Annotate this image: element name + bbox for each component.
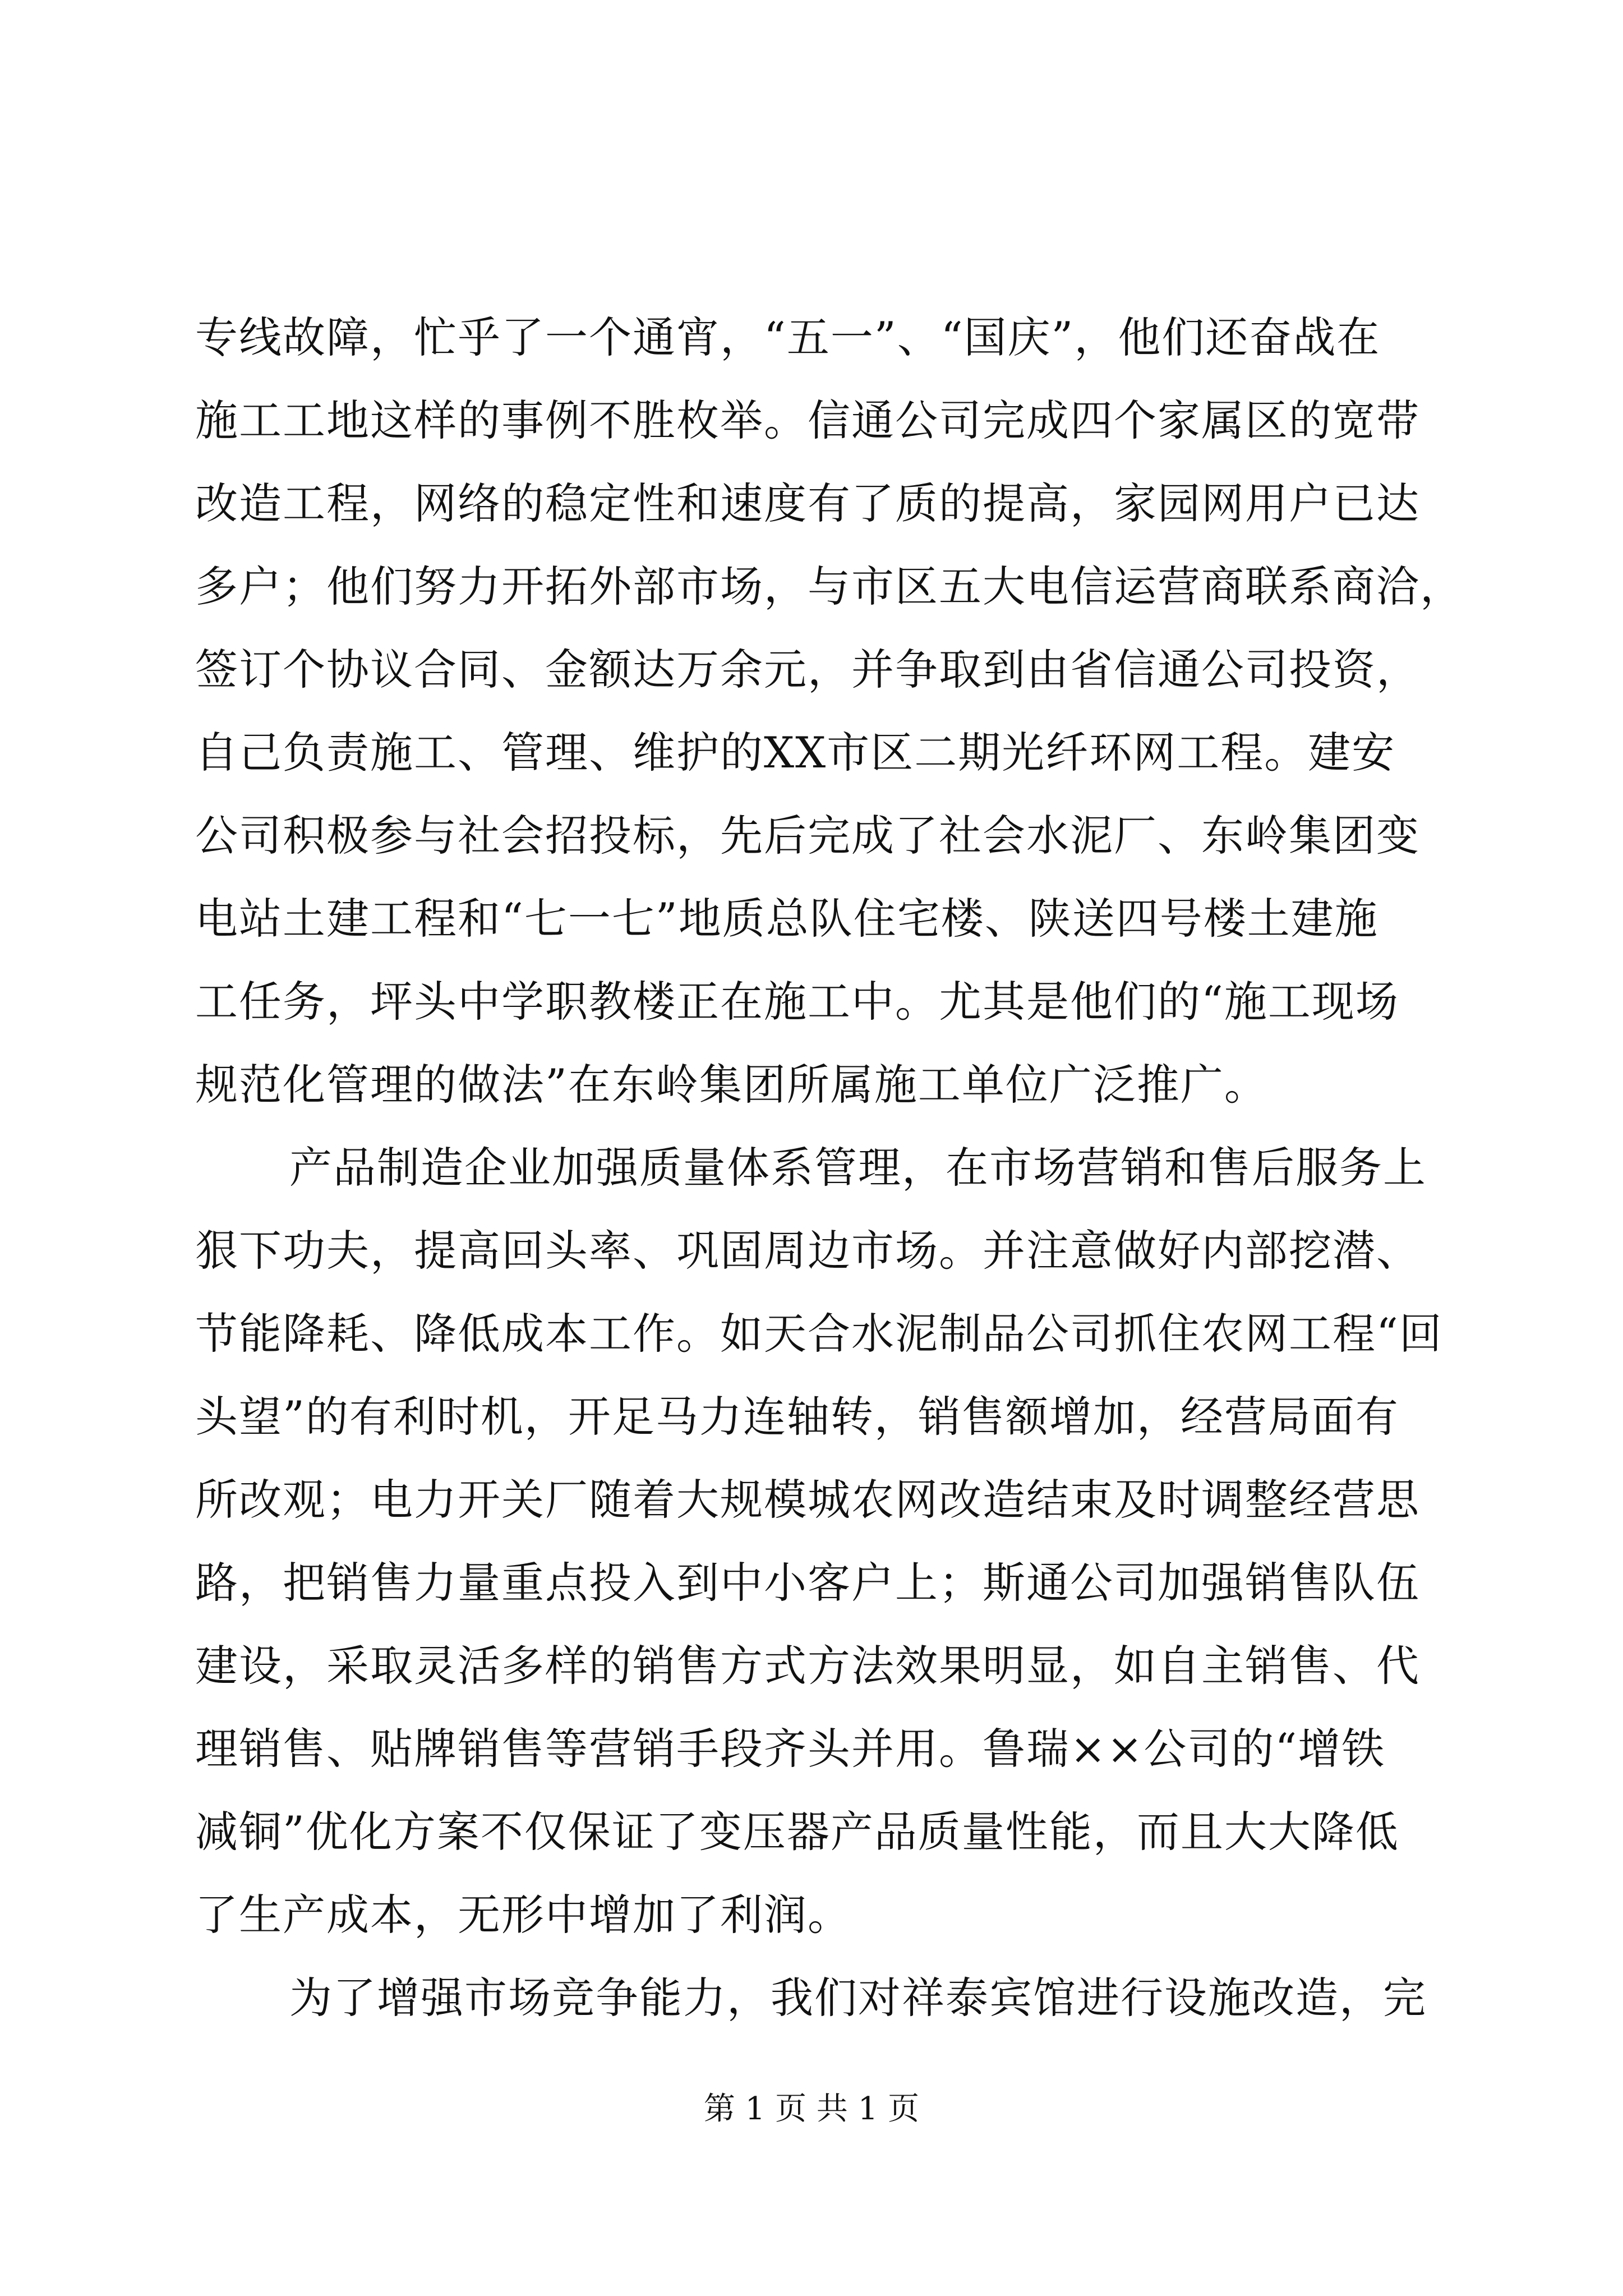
text-line: 工任务，坪头中学职教楼正在施工中。尤其是他们的“施工现场 (195, 977, 1399, 1027)
text-line: 头望”的有利时机，开足马力连轴转，销售额增加，经营局面有 (195, 1392, 1399, 1442)
text-line: 电站土建工程和“七一七”地质总队住宅楼、陕送四号楼土建施 (195, 894, 1378, 944)
text-line: 施工工地这样的事例不胜枚举。信通公司完成四个家属区的宽带 (195, 395, 1420, 445)
text-line: 节能降耗、降低成本工作。如天合水泥制品公司抓住农网工程“回 (195, 1309, 1443, 1359)
text-line: 所改观；电力开关厂随着大规模城农网改造结束及时调整经营思 (195, 1475, 1420, 1525)
text-line: 自己负责施工、管理、维护的XX市区二期光纤环网工程。建安 (195, 728, 1396, 777)
text-line: 签订个协议合同、金额达万余元，并争取到由省信通公司投资， (195, 645, 1420, 694)
text-line: 公司积极参与社会招投标，先后完成了社会水泥厂、东岭集团变 (195, 811, 1420, 861)
text-line: 了生产成本，无形中增加了利润。 (195, 1890, 851, 1940)
body-text (195, 296, 1464, 2040)
text-line: 狠下功夫，提高回头率、巩固周边市场。并注意做好内部挖潜、 (195, 1226, 1420, 1276)
page-footer: 第 1 页 共 1 页 (703, 2091, 920, 2127)
text-line: 为了增强市场竞争能力，我们对祥泰宾馆进行设施改造，完 (289, 1973, 1427, 2023)
text-line: 建设，采取灵活多样的销售方式方法效果明显，如自主销售、代 (195, 1641, 1420, 1691)
text-line: 专线故障，忙乎了一个通宵，“五一”、“国庆”，他们还奋战在 (195, 312, 1381, 362)
text-line: 减铜”优化方案不仅保证了变压器产品质量性能，而且大大降低 (195, 1807, 1399, 1857)
text-line: 规范化管理的做法”在东岭集团所属施工单位广泛推广。 (195, 1060, 1268, 1110)
text-line: 理销售、贴牌销售等营销手段齐头并用。鲁瑞××公司的“增铁 (195, 1724, 1386, 1774)
text-line: 改造工程，网络的稳定性和速度有了质的提高，家园网用户已达 (195, 478, 1420, 528)
text-line: 多户；他们努力开拓外部市场，与市区五大电信运营商联系商洽， (195, 562, 1464, 611)
text-line: 产品制造企业加强质量体系管理，在市场营销和售后服务上 (289, 1143, 1427, 1193)
text-line: 路，把销售力量重点投入到中小客户上；斯通公司加强销售队伍 (195, 1558, 1420, 1608)
